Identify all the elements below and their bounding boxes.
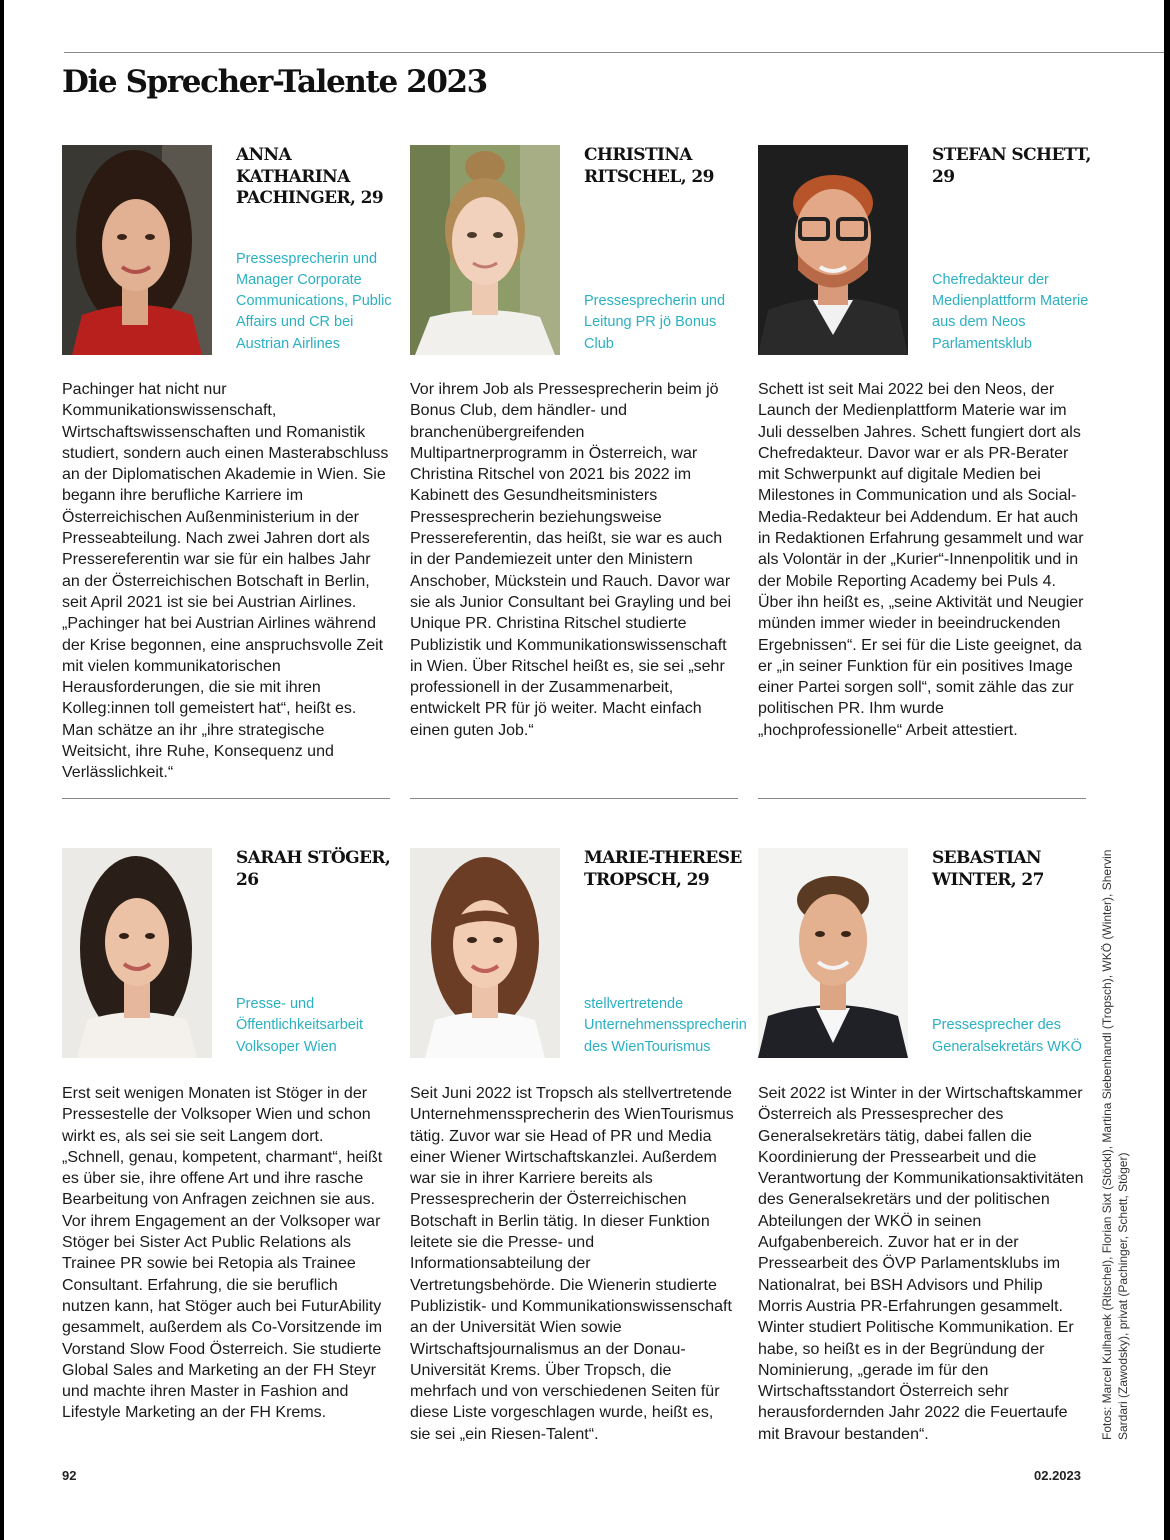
profile-bio-ritschel: Vor ihrem Job als Pressesprecherin beim jö Bonus Club, dem händler- und branchenübergreifenden Multipartnerprogramm in Österreich, war Christina Ritschel von 2021 bis 2022 im Kabinett des Gesundheitsministers Pressesprecherin beziehungsweise Pressereferentin, das heißt, sie war es auch in der Pandemiezeit unter den Ministern Anschober, Mückstein und Rauch. Davor war sie als Junior Consultant bei Grayling und bei Unique PR. Christina Ritschel studierte Publizistik und Kommunikationswissenschaft in Wien. Über Ritschel heißt es, sie sei „sehr professionell in der Zusammenarbeit, entwickelt PR für jö weiter. Macht einfach einen guten Job.“ [410, 381, 732, 739]
profile-name: STEFAN SCHETT, 29 [932, 145, 1091, 187]
portrait-photo-tropsch [410, 848, 560, 1058]
portrait-photo-ritschel [410, 145, 560, 355]
profile-stoeger [62, 848, 392, 1058]
profile-role: Pressesprecher des Generalsekretärs WKÖ [932, 1017, 1082, 1055]
profile-name: MARIE-THERESE TROPSCH, 29 [584, 848, 742, 890]
row-separator [410, 798, 738, 799]
profile-role: Chefredakteur der Medienplattform Materie aus dem Neos Parlamentsklub [932, 271, 1089, 352]
profile-bio-schett: Schett ist seit Mai 2022 bei den Neos, der Launch der Medienplattform Materie war im Juli desselben Jahres. Schett fungiert dort als Chefredakteur. Davor war er als PR-Berater mit Schwerpunkt auf digitale Medien bei Milestones in Communication und als Social-Media-Redakteur bei Addendum. Er hat auch in Redaktionen Erfahrung gesammelt und war als Volontär in der „Kurier“-Innenpolitik und in der Mobile Reporting Academy bei Puls 4. Über ihn heißt es, „seine Aktivität und Neugier münden immer wieder in beeindruckenden Ergebnissen“. Er sei für die Liste geeignet, da er „in seiner Funktion für ein positives Image einer Partei sorgen soll“, somit zähle das zur politischen PR. Ihm wurde „hochprofessionelle“ Arbeit attestiert. [758, 381, 1084, 739]
issue-date: 02.2023 [1034, 1468, 1081, 1483]
top-rule [64, 52, 1164, 53]
profile-ritschel [410, 145, 740, 355]
profile-bio-tropsch: Seit Juni 2022 ist Tropsch als stellvertretende Unternehmenssprecherin des WienTourismus tätig. Zuvor war sie Head of PR und Media einer Wiener Wirtschaftskanzlei. Außerdem war sie in ihrer Karriere bereits als Pressesprecherin der Österreichischen Botschaft in Berlin tätig. In dieser Funktion leitete sie die Presse- und Informationsabteilung der Vertretungsbehörde. Die Wienerin studierte Publizistik- und Kommunikationswissenschaft an der Universität Wien sowie Wirtschaftsjournalismus an der Donau-Universität Krems. Über Tropsch, die mehrfach und von verschiedenen Seiten für diese Liste vorgeschlagen wurde, heißt es, sie sei „ein Riesen-Talent“. [410, 1085, 734, 1443]
profile-schett [758, 145, 1091, 355]
row-separator [758, 798, 1086, 799]
magazine-page [4, 0, 1164, 1540]
portrait-photo-schett [758, 145, 908, 355]
profile-role: Presse- und Öffentlichkeitsarbeit Volksoper Wien [236, 996, 364, 1055]
profile-role: Pressesprecherin und Manager Corporate Communications, Public Affairs und CR bei Austrian Airlines [236, 250, 392, 352]
page-title: Die Sprecher-Talente 2023 [62, 64, 487, 100]
profile-bio-winter: Seit 2022 ist Winter in der Wirtschaftskammer Österreich als Pressesprecher des Generalsekretärs tätig, dabei fallen die Koordinierung der Pressearbeit und die Verantwortung der Kommunikationsaktivitäten des Generalsekretärs und der politischen Abteilungen der WKÖ in seinen Aufgabenbereich. Zuvor hat er in der Pressearbeit des ÖVP Parlamentsklubs im Nationalrat, bei BSH Advisors und Philip Morris Austria PR-Erfahrungen gesammelt. Winter studiert Politische Kommunikation. Er habe, so heißt es in der Begründung der Nominierung, „gerade im für den Wirtschaftsstandort Österreich sehr herausfordernden Jahr 2022 die Feuertaufe mit Bravour bestanden“. [758, 1085, 1084, 1443]
portrait-photo-stoeger [62, 848, 212, 1058]
portrait-photo-winter [758, 848, 908, 1058]
profile-name: ANNA KATHARINA PACHINGER, 29 [236, 145, 384, 208]
page-number: 92 [62, 1468, 77, 1483]
row-separator [62, 798, 390, 799]
profile-tropsch [410, 848, 747, 1058]
photo-credits: Fotos: Marcel Kulhanek (Ritschel), Florian Sixt (Stöckl), Martina Siebenhandl (Tropsch), WKÖ (Winter), Shervin Sardari (Zawodsky), privat (Pachinger, Schett, Stöger) [1100, 849, 1130, 1440]
profile-bio-stoeger: Erst seit wenigen Monaten ist Stöger in der Pressestelle der Volksoper Wien und schon wirkt es, als sei sie seit Langem dort. „Schnell, genau, kompetent, charmant“, heißt es über sie, ihre offene Art und ihre rasche Bearbeitung von Anfragen zeichnen sie aus. Vor ihrem Engagement an der Volksoper war Stöger bei Sister Act Public Relations als Trainee PR sowie bei Retopia als Trainee Consultant. Erfahrung, die sie beruflich nutzen kann, hat Stöger auch bei FuturAbility gesammelt, außerdem als Co-Vorsitzende im Vorstand Slow Food Österreich. Sie studierte Global Sales and Marketing an der FH Steyr und machte ihren Master in Fashion and Lifestyle Marketing an der FH Krems. [62, 1085, 383, 1422]
profile-role: stellvertretende Unternehmenssprecherin des WienTourismus [584, 996, 747, 1055]
profile-bio-pachinger: Pachinger hat nicht nur Kommunikationswissenschaft, Wirtschaftswissenschaften und Romanistik studiert, sondern auch einen Masterabschluss an der Diplomatischen Akademie in Wien. Sie begann ihre berufliche Karriere im Österreichischen Außenministerium in der Presseabteilung. Nach zwei Jahren dort als Pressereferentin war sie für ein halbes Jahr an der Österreichischen Botschaft in Berlin, seit April 2021 ist sie bei Austrian Airlines. „Pachinger hat bei Austrian Airlines während der Krise begonnen, eine anspruchsvolle Zeit mit vielen kommunikatorischen Herausforderungen, die sie mit ihren Kolleg:innen toll gemeistert hat“, heißt es. Man schätze an ihr „ihre strategische Weitsicht, ihre Ruhe, Konsequenz und Verlässlichkeit.“ [62, 381, 389, 782]
profile-name: SEBASTIAN WINTER, 27 [932, 848, 1044, 890]
profile-winter [758, 848, 1088, 1058]
profile-role: Pressesprecherin und Leitung PR jö Bonus Club [584, 293, 726, 352]
portrait-photo-pachinger [62, 145, 212, 355]
profile-name: SARAH STÖGER, 26 [236, 848, 391, 890]
profile-pachinger [62, 145, 392, 355]
profile-name: CHRISTINA RITSCHEL, 29 [584, 145, 714, 187]
